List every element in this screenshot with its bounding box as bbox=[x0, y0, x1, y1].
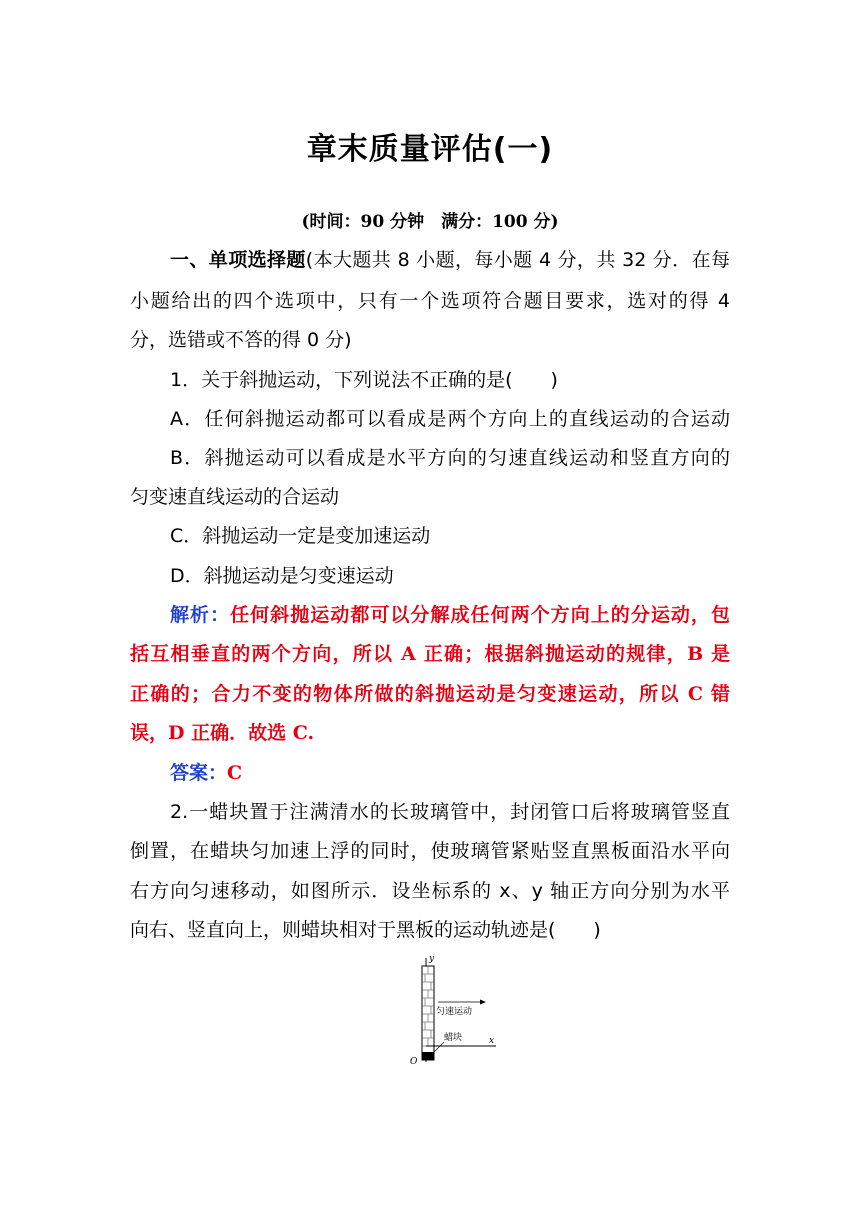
q1-analysis-line-2: 括互相垂直的两个方向，所以 A 正确；根据斜抛运动的规律，B 是 bbox=[130, 643, 730, 665]
q1-option-a: A．任何斜抛运动都可以看成是两个方向上的直线运动的合运动 bbox=[170, 408, 730, 430]
section1-desc-1: (本大题共 8 小题，每小题 4 分，共 32 分．在每 bbox=[305, 249, 730, 271]
q1-answer-line bbox=[170, 758, 730, 785]
section1-heading: 一、单项选择题 bbox=[170, 249, 306, 271]
wax-label: 蜡块 bbox=[444, 1033, 463, 1043]
q1-analysis-line-4: 误，D 正确．故选 C. bbox=[130, 722, 315, 744]
q2-stem-1: 2.一蜡块置于注满清水的长玻璃管中，封闭管口后将玻璃管竖直 bbox=[170, 801, 730, 823]
y-axis-label: y bbox=[429, 954, 435, 964]
time-info: (时间：90 分钟 满分：100 分) bbox=[301, 212, 559, 232]
section1-line-1 bbox=[170, 245, 730, 272]
q2-stem-2: 倒置，在蜡块匀加速上浮的同时，使玻璃管紧贴竖直黑板面沿水平向 bbox=[130, 840, 730, 862]
q2-stem-4: 向右、竖直向上，则蜡块相对于黑板的运动轨迹是( ) bbox=[130, 919, 601, 941]
q2-stem-3: 右方向匀速移动，如图所示．设坐标系的 x、y 轴正方向分别为水平 bbox=[130, 880, 730, 902]
motion-label: 匀速运动 bbox=[436, 1007, 473, 1017]
page-title: 章末质量评估(一) bbox=[306, 132, 554, 167]
answer-value: C bbox=[227, 762, 243, 784]
answer-label: 答案： bbox=[170, 762, 228, 784]
q1-option-b-1: B．斜抛运动可以看成是水平方向的匀速直线运动和竖直方向的 bbox=[170, 447, 730, 469]
wax-block bbox=[422, 1052, 434, 1060]
q1-stem: 1．关于斜抛运动，下列说法不正确的是( ) bbox=[170, 369, 558, 391]
q1-analysis-line-1 bbox=[170, 600, 730, 627]
motion-arrowhead bbox=[480, 1000, 486, 1005]
q1-option-c: C．斜抛运动一定是变加速运动 bbox=[170, 525, 431, 547]
q1-option-d: D．斜抛运动是匀变速运动 bbox=[170, 565, 394, 587]
analysis-label: 解析： bbox=[170, 604, 231, 626]
origin-label: O bbox=[410, 1057, 418, 1067]
wax-pointer bbox=[434, 1042, 444, 1052]
wax-tube-figure bbox=[396, 952, 506, 1070]
q1-option-b-2: 匀变速直线运动的合运动 bbox=[130, 486, 340, 508]
analysis-text-1: 任何斜抛运动都可以分解成任何两个方向上的分运动，包 bbox=[230, 604, 730, 626]
q1-analysis-line-3: 正确的；合力不变的物体所做的斜抛运动是匀变速运动，所以 C 错 bbox=[130, 683, 730, 705]
x-axis-label: x bbox=[489, 1036, 495, 1046]
section1-desc-3: 分，选错或不答的得 0 分) bbox=[130, 329, 352, 351]
section1-desc-2: 小题给出的四个选项中，只有一个选项符合题目要求，选对的得 4 bbox=[130, 290, 730, 312]
